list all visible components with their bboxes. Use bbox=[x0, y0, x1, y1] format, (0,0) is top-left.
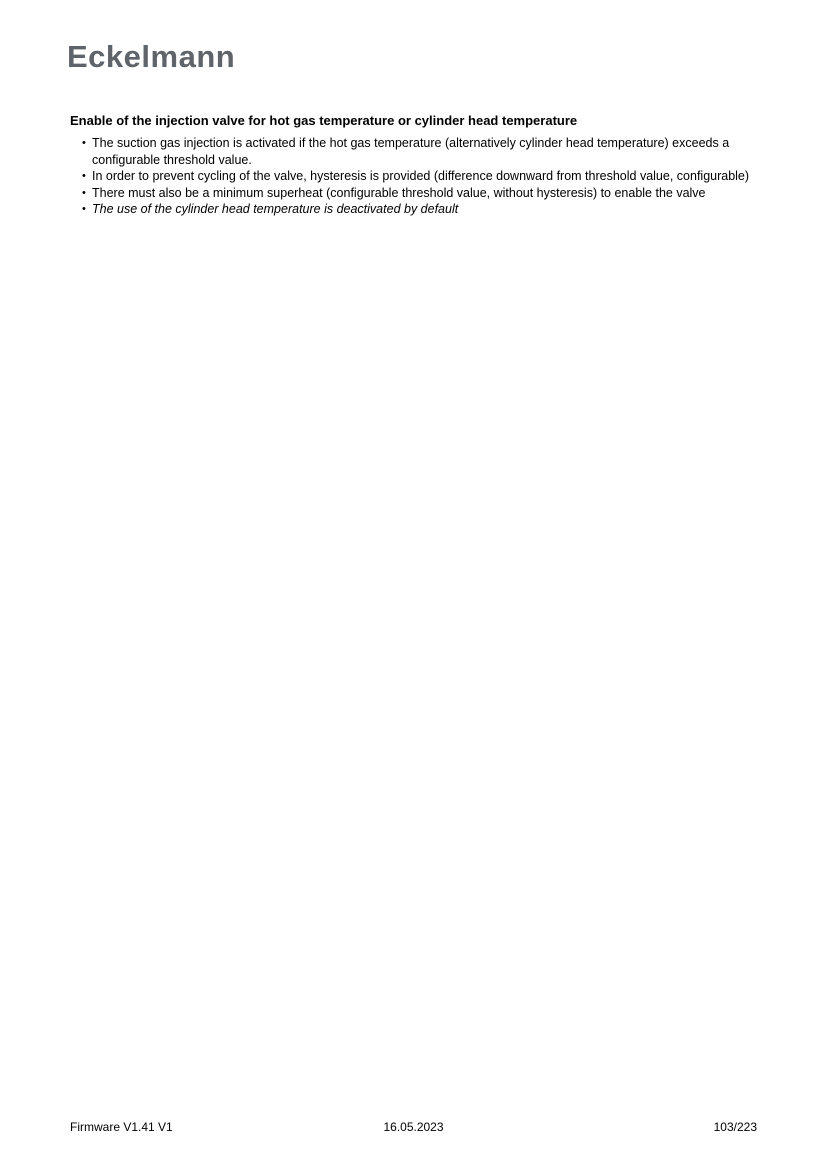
footer-firmware-version: Firmware V1.41 V1 bbox=[70, 1120, 173, 1134]
bullet-text: In order to prevent cycling of the valve, hysteresis is provided (difference downward from threshold value, configurable) bbox=[92, 169, 750, 184]
bullet-list bbox=[70, 135, 758, 218]
bullet-item bbox=[70, 201, 758, 218]
bullet-item bbox=[70, 185, 758, 202]
footer-page-number: 103/223 bbox=[713, 1120, 757, 1134]
footer-date: 16.05.2023 bbox=[383, 1120, 444, 1134]
eckelmann-logo: Eckelmann bbox=[67, 39, 236, 74]
bullet-item bbox=[70, 168, 758, 185]
page-content bbox=[70, 112, 758, 218]
bullet-item bbox=[70, 135, 758, 168]
bullet-marker: • bbox=[82, 186, 86, 199]
bullet-marker: • bbox=[82, 137, 86, 149]
page-footer bbox=[70, 1120, 757, 1135]
bullet-marker: • bbox=[82, 203, 86, 216]
bullet-text: There must also be a minimum superheat (configurable threshold value, without hysteresis) to enable the valve bbox=[92, 185, 706, 200]
bullet-text: The use of the cylinder head temperature is deactivated by default bbox=[92, 202, 459, 217]
bullet-marker: • bbox=[82, 170, 86, 183]
bullet-text: The suction gas injection is activated if the hot gas temperature (alternatively cylinder head temperature) exceeds a configurable threshold value. bbox=[92, 136, 730, 167]
section-heading: Enable of the injection valve for hot gas temperature or cylinder head temperature bbox=[70, 113, 578, 128]
